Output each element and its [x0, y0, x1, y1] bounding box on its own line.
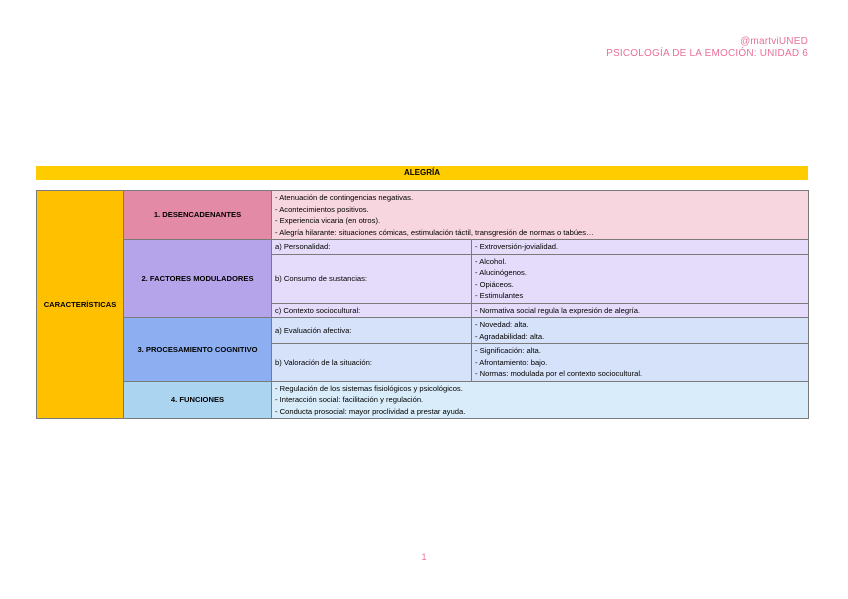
list-item: - Regulación de los sistemas fisiológicos y psicológicos. [275, 383, 463, 393]
subcategory-label: b) Consumo de sustancias: [272, 254, 472, 303]
category-desencadenantes: 1. DESENCADENANTES [124, 191, 272, 240]
emotion-table [36, 190, 809, 419]
list-item: - Estimulantes [475, 291, 524, 300]
table-row [37, 191, 809, 240]
author-handle: @martviUNED [740, 36, 808, 47]
category-moduladores: 2. FACTORES MODULADORES [124, 240, 272, 318]
subcategory-content [472, 303, 809, 318]
list-item: - Extroversión-jovialidad. [475, 242, 559, 251]
list-item: - Normas: modulada por el contexto sociocultural. [475, 369, 643, 378]
list-item: - Alegría hilarante: situaciones cómicas, estimulación táctil, transgresión de normas o tabúes… [275, 227, 594, 237]
table-row [37, 240, 809, 255]
table-row [37, 318, 809, 344]
list-item: - Experiencia vicaria (en otros). [275, 216, 381, 225]
list-item: - Conducta prosocial: mayor proclividad a prestar ayuda. [275, 406, 466, 416]
subcategory-content [472, 318, 809, 344]
list-item: - Alcohol. [475, 256, 507, 266]
list-item: - Novedad: alta. [475, 320, 529, 329]
list-item: - Acontecimientos positivos. [275, 204, 369, 214]
list-item: - Normativa social regula la expresión de alegría. [475, 305, 641, 315]
document-subtitle: PSICOLOGÍA DE LA EMOCIÓN: UNIDAD 6 [606, 48, 808, 59]
subcategory-label: a) Personalidad: [272, 240, 472, 255]
list-item: - Opiáceos. [475, 279, 514, 289]
list-item: - Agradabilidad: alta. [475, 331, 545, 341]
list-item: - Interacción social: facilitación y regulación. [275, 395, 424, 404]
subcategory-label: c) Contexto sociocultural: [272, 303, 472, 318]
subcategory-content [472, 254, 809, 303]
table-title: ALEGRÍA [36, 166, 808, 180]
subcategory-content [472, 344, 809, 382]
list-item: - Alucinógenos. [475, 268, 527, 277]
funciones-content [272, 381, 809, 419]
list-item: - Significación: alta. [475, 346, 541, 355]
subcategory-label: b) Valoración de la situación: [272, 344, 472, 382]
category-procesamiento: 3. PROCESAMIENTO COGNITIVO [124, 318, 272, 382]
subcategory-label: a) Evaluación afectiva: [272, 318, 472, 344]
desencadenantes-content [272, 191, 809, 240]
list-item: - Afrontamiento: bajo. [475, 357, 548, 367]
page-number: 1 [421, 552, 427, 562]
list-item: - Atenuación de contingencias negativas. [275, 193, 414, 202]
category-funciones: 4. FUNCIONES [124, 381, 272, 419]
subcategory-content [472, 240, 809, 255]
table-row [37, 381, 809, 419]
section-label: CARACTERÍSTICAS [37, 191, 124, 419]
